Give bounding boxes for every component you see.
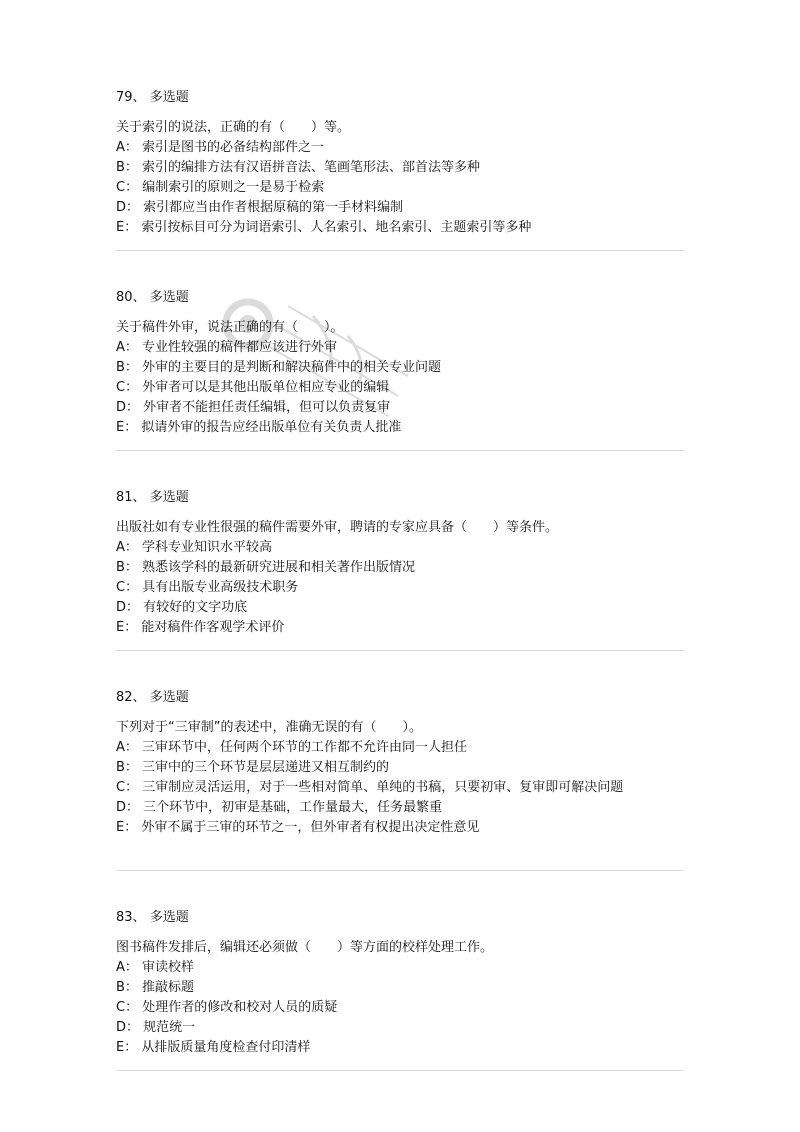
divider	[116, 450, 684, 451]
option-e[interactable]: E： 外审不属于三审的环节之一，但外审者有权提出决定性意见	[116, 820, 480, 835]
question-separator: 、	[132, 490, 146, 505]
question-separator: 、	[132, 690, 146, 705]
option-c[interactable]: C： 具有出版专业高级技术职务	[116, 580, 299, 595]
question-type: 多选题	[149, 910, 189, 925]
option-e[interactable]: E： 从排版质量角度检查付印清样	[116, 1040, 311, 1055]
option-a[interactable]: A： 学科专业知识水平较高	[116, 540, 273, 555]
option-b[interactable]: B： 索引的编排方法有汉语拼音法、笔画笔形法、部首法等多种	[116, 160, 481, 175]
question-number: 83	[116, 910, 133, 925]
option-c[interactable]: C： 处理作者的修改和校对人员的质疑	[116, 1000, 338, 1015]
question-type: 多选题	[149, 90, 189, 105]
option-b[interactable]: B： 推敲标题	[116, 980, 195, 995]
question-83	[116, 908, 684, 1058]
question-type: 多选题	[149, 290, 189, 305]
option-a[interactable]: A： 三审环节中，任何两个环节的工作都不允许由同一人担任	[116, 740, 468, 755]
option-d[interactable]: D： 规范统一	[116, 1020, 196, 1035]
option-a[interactable]: A： 审读校样	[116, 960, 195, 975]
option-b[interactable]: B： 三审中的三个环节是层层递进又相互制约的	[116, 760, 390, 775]
option-e[interactable]: E： 能对稿件作客观学术评价	[116, 620, 285, 635]
question-number: 82	[116, 690, 133, 705]
option-b[interactable]: B： 熟悉该学科的最新研究进展和相关著作出版情况	[116, 560, 416, 575]
option-c[interactable]: C： 编制索引的原则之一是易于检索	[116, 180, 325, 195]
question-type: 多选题	[149, 490, 189, 505]
question-79	[116, 88, 684, 238]
divider	[116, 650, 684, 651]
question-header	[116, 688, 684, 708]
option-d[interactable]: D： 索引都应当由作者根据原稿的第一手材料编制	[116, 200, 404, 215]
divider	[116, 870, 684, 871]
option-e[interactable]: E： 索引按标目可分为词语索引、人名索引、地名索引、主题索引等多种	[116, 220, 532, 235]
option-a[interactable]: A： 专业性较强的稿件都应该进行外审	[116, 340, 338, 355]
question-type: 多选题	[149, 690, 189, 705]
question-separator: 、	[132, 90, 146, 105]
divider	[116, 250, 684, 251]
question-header	[116, 288, 684, 308]
question-header	[116, 88, 684, 108]
question-stem: 下列对于“三审制”的表述中，准确无误的有（ ）。	[116, 720, 422, 735]
option-b[interactable]: B： 外审的主要目的是判断和解决稿件中的相关专业问题	[116, 360, 442, 375]
option-d[interactable]: D： 外审者不能担任责任编辑，但可以负责复审	[116, 400, 391, 415]
question-number: 79	[116, 90, 133, 105]
question-header	[116, 488, 684, 508]
question-number: 80	[116, 290, 133, 305]
option-c[interactable]: C： 外审者可以是其他出版单位相应专业的编辑	[116, 380, 390, 395]
question-separator: 、	[132, 910, 146, 925]
option-e[interactable]: E： 拟请外审的报告应经出版单位有关负责人批准	[116, 420, 402, 435]
option-d[interactable]: D： 有较好的文字功底	[116, 600, 248, 615]
option-a[interactable]: A： 索引是图书的必备结构部件之一	[116, 140, 325, 155]
question-81	[116, 488, 684, 638]
question-stem: 关于稿件外审，说法正确的有（ ）。	[116, 320, 344, 335]
question-header	[116, 908, 684, 928]
option-c[interactable]: C： 三审制应灵活运用，对于一些相对简单、单纯的书稿，只要初审、复审即可解决问题	[116, 780, 624, 795]
question-separator: 、	[132, 290, 146, 305]
divider	[116, 1070, 684, 1071]
option-d[interactable]: D： 三个环节中，初审是基础，工作量最大，任务最繁重	[116, 800, 443, 815]
question-stem: 出版社如有专业性很强的稿件需要外审，聘请的专家应具备（ ）等条件。	[116, 520, 559, 535]
question-stem: 图书稿件发排后，编辑还必须做（ ）等方面的校样处理工作。	[116, 940, 494, 955]
question-number: 81	[116, 490, 133, 505]
question-stem: 关于索引的说法，正确的有（ ）等。	[116, 120, 351, 135]
question-80	[116, 288, 684, 438]
question-82	[116, 688, 684, 838]
